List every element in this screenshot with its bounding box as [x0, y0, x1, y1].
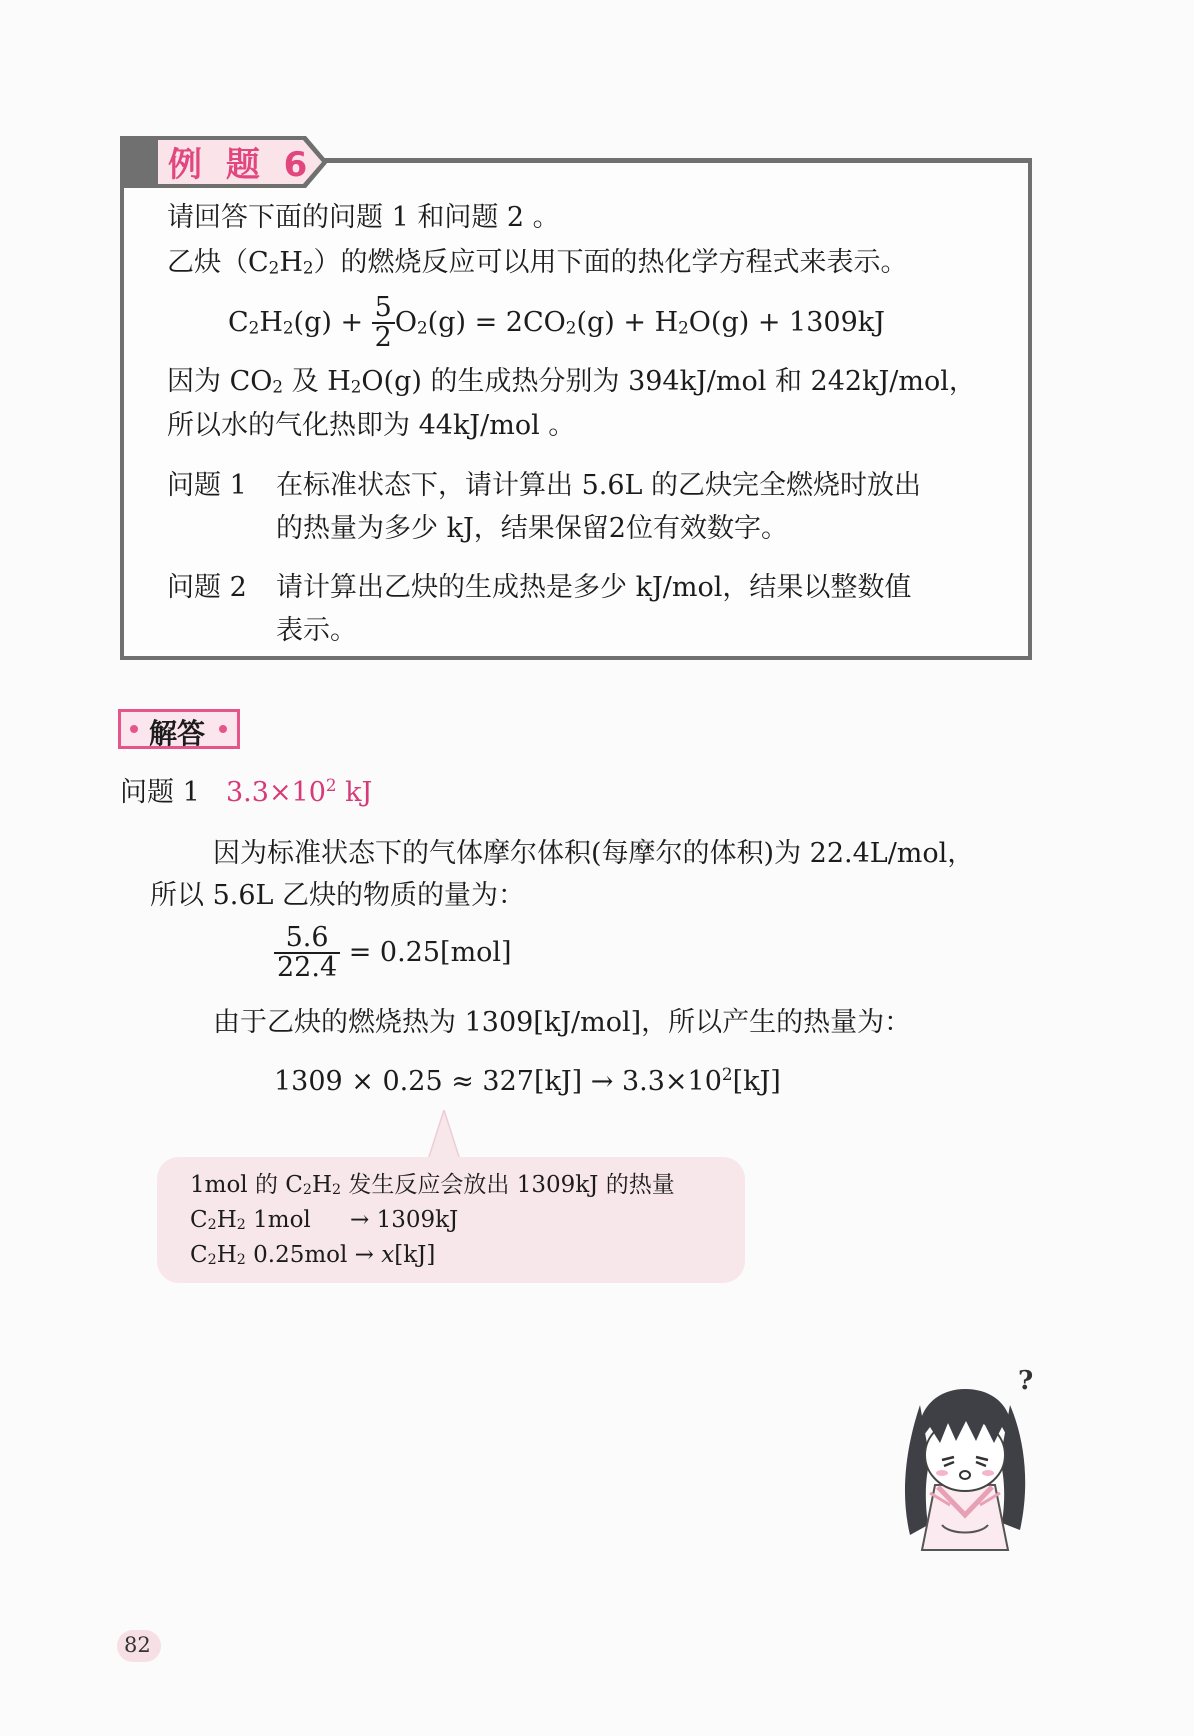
question-mark-icon: ?: [1018, 1366, 1034, 1396]
hint-bubble-tail: [424, 1110, 464, 1160]
molar-volume-line1: 因为标准状态下的气体摩尔体积(每摩尔的体积)为 22.4L/mol，: [213, 838, 975, 869]
combustion-heat-sentence: 由于乙炔的燃烧热为 1309[kJ/mol]，所以产生的热量为：: [213, 1007, 912, 1038]
question-2-text-line1: 请计算出乙炔的生成热是多少 kJ/mol，结果以整数值: [276, 572, 912, 603]
hint-line-2-arrow: → 1309kJ: [350, 1207, 459, 1233]
answer-question-1-result: $3.3\times 10^2$ kJ: [226, 774, 373, 808]
badge-dot-left: [130, 725, 138, 733]
hint-line-3: $C_2H_2$ 0.25mol → x[kJ]: [190, 1242, 436, 1269]
answer-label: 解答: [149, 717, 206, 750]
question-2-label: 问题 2: [167, 572, 247, 603]
answer-question-1-label: 问题 1: [120, 777, 200, 808]
example-intro: 请回答下面的问题 1 和问题 2 。: [167, 202, 560, 233]
chibi-girl-illustration: [890, 1365, 1040, 1565]
badge-dot-right: [219, 725, 227, 733]
question-1-label: 问题 1: [167, 470, 247, 501]
question-1-text-line1: 在标准状态下，请计算出 5.6L 的乙炔完全燃烧时放出: [276, 470, 922, 501]
fraction-5.6-over-22.4: $\frac{5.6}{22.4}$: [274, 924, 340, 983]
molar-volume-line2: 所以 5.6L 乙炔的物质的量为：: [150, 880, 526, 911]
heat-calculation: $1309 \times 0.25 \approx 327[kJ] \to 3.3\times 10^2[kJ]$: [274, 1063, 781, 1097]
fraction-five-halves: $\frac{5}{2}$: [372, 294, 395, 353]
example-reaction-intro: 乙炔$(C_2H_2)$的燃烧反应可以用下面的热化学方程式来表示。: [167, 247, 908, 278]
question-2-text-line2: 表示。: [276, 615, 357, 646]
moles-calculation: $\frac{5.6}{22.4}$ = 0.25[mol]: [274, 924, 512, 983]
question-1-text-line2: 的热量为多少 kJ，结果保留2位有效数字。: [276, 513, 788, 544]
page-number: 82: [124, 1633, 151, 1657]
hint-line-1: 1mol 的 $C_2H_2$ 发生反应会放出 1309kJ 的热量: [190, 1172, 675, 1199]
formation-heat-sentence: 因为 $CO_2$ 及 $H_2O(g)$ 的生成热分别为 394kJ/mol 和 242kJ/mol，: [167, 366, 976, 397]
hint-line-2: $C_2H_2$ 1mol: [190, 1207, 311, 1234]
vaporization-heat-sentence: 所以水的气化热即为 44kJ/mol 。: [167, 410, 576, 441]
example-title: 例 题 6: [168, 145, 314, 185]
thermochemical-equation: $C_2H_2(g)$ + $\frac{5}{2}$ $O_2(g) = 2CO_2(g) + H_2O(g) + 1309kJ$: [228, 292, 885, 354]
